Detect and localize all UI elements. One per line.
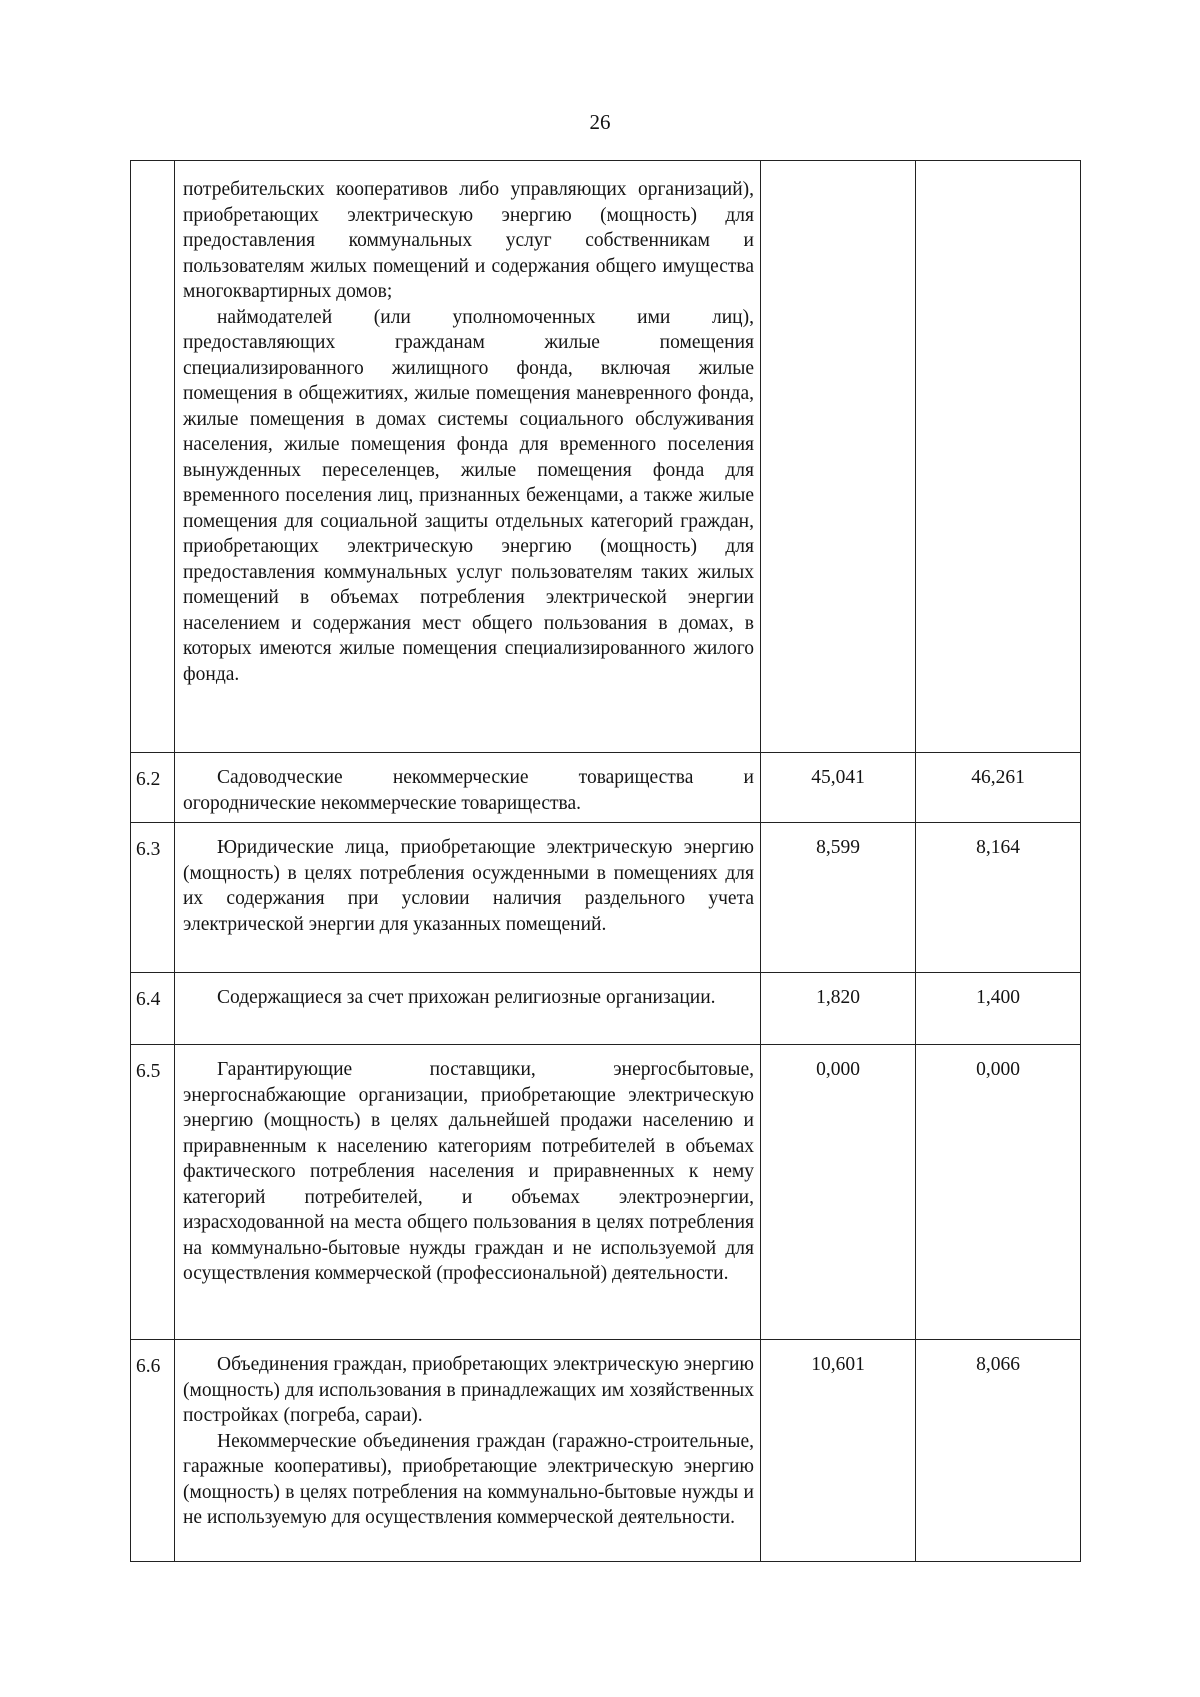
description-paragraph: наймодателей (или уполномоченных ими лиц), предоставляющих гражданам жилые помещения специализированного жилищного фонда, включая жилые помещения в общежитиях, жилые помещения маневренного фонда, жилые помещения в домах системы социального обслуживания населения, жилые помещения фонда для временного поселения вынужденных переселенцев, жилые помещения фонда для временного поселения лиц, признанных беженцами, а также жилые помещения для социальной защиты отдельных категорий граждан, приобретающих электрическую энергию (мощность) для предоставления коммунальных услуг пользователям таких жилых помещений в объемах потребления электрической энергии населением и содержания мест общего пользования в домах, в которых имеются жилые помещения специализированного жилого фонда.	[183, 306, 754, 685]
row-number	[131, 161, 175, 753]
row-description	[175, 1340, 761, 1562]
value-cell-2: 8,066	[916, 1340, 1081, 1562]
value-cell-1: 45,041	[761, 753, 916, 823]
description-paragraph: Садоводческие некоммерческие товарищества и огороднические некоммерческие товарищества.	[183, 767, 754, 814]
value-cell-1: 10,601	[761, 1340, 916, 1562]
table-row	[131, 1045, 1081, 1340]
description-paragraph: Объединения граждан, приобретающих электрическую энергию (мощность) для использования в принадлежащих им хозяйственных постройках (погреба, сараи).	[183, 1354, 754, 1426]
table-row	[131, 161, 1081, 753]
row-description	[175, 753, 761, 823]
tariff-table	[130, 160, 1081, 1562]
value-cell-2: 1,400	[916, 973, 1081, 1045]
row-description	[175, 823, 761, 973]
row-number: 6.2	[131, 753, 175, 823]
description-paragraph: Юридические лица, приобретающие электрическую энергию (мощность) в целях потребления осужденными в помещениях для их содержания при условии наличия раздельного учета электрической энергии для указанных помещений.	[183, 837, 754, 935]
description-paragraph: Некоммерческие объединения граждан (гаражно-строительные, гаражные кооперативы), приобретающие электрическую энергию (мощность) в целях потребления на коммунально-бытовые нужды и не используемую для осуществления коммерческой деятельности.	[183, 1430, 754, 1528]
value-cell-1	[761, 161, 916, 753]
description-paragraph: Гарантирующие поставщики, энергосбытовые, энергоснабжающие организации, приобретающие электрическую энергию (мощность) в целях дальнейшей продажи населению и приравненным к населению категориям потребителей в объемах фактического потребления населения и приравненных к нему категорий потребителей, и объемах электроэнергии, израсходованной на места общего пользования в целях потребления на коммунально-бытовые нужды граждан и не используемой для осуществления коммерческой (профессиональной) деятельности.	[183, 1059, 754, 1284]
table-row	[131, 1340, 1081, 1562]
table-row	[131, 753, 1081, 823]
description-paragraph: потребительских кооперативов либо управляющих организаций), приобретающих электрическую энергию (мощность) для предоставления коммунальных услуг собственникам и пользователям жилых помещений и содержания общего имущества многоквартирных домов;	[183, 179, 754, 302]
row-number: 6.6	[131, 1340, 175, 1562]
row-number: 6.4	[131, 973, 175, 1045]
row-description	[175, 1045, 761, 1340]
value-cell-2: 0,000	[916, 1045, 1081, 1340]
value-cell-2: 8,164	[916, 823, 1081, 973]
value-cell-1: 8,599	[761, 823, 916, 973]
description-paragraph: Содержащиеся за счет прихожан религиозные организации.	[217, 987, 716, 1008]
value-cell-1: 1,820	[761, 973, 916, 1045]
row-description	[175, 973, 761, 1045]
page-number: 26	[589, 110, 611, 134]
table-row	[131, 973, 1081, 1045]
row-description	[175, 161, 761, 753]
row-number: 6.5	[131, 1045, 175, 1340]
value-cell-2: 46,261	[916, 753, 1081, 823]
table-row	[131, 823, 1081, 973]
row-number: 6.3	[131, 823, 175, 973]
value-cell-1: 0,000	[761, 1045, 916, 1340]
value-cell-2	[916, 161, 1081, 753]
